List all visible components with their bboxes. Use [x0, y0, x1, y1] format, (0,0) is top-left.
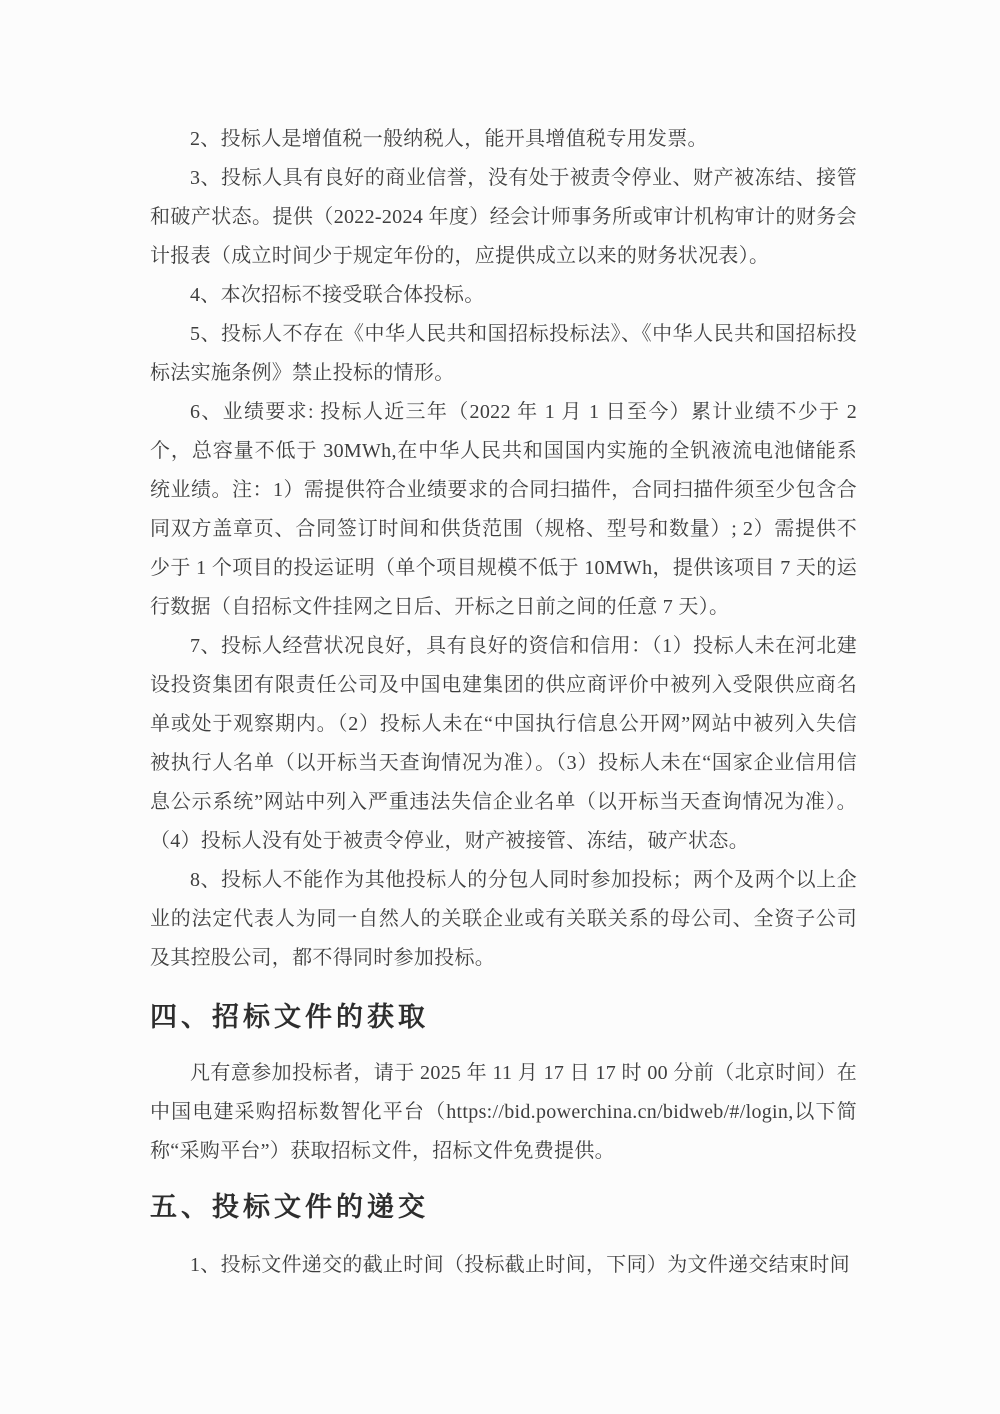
paragraph-clause-5: 5、投标人不存在《中华人民共和国招标投标法》、《中华人民共和国招标投标法实施条例》禁止投标的情形。	[150, 323, 857, 384]
section-heading-5-bid-submission: 五、投标文件的递交	[150, 1192, 429, 1222]
paragraph-bid-document-access: 凡有意参加投标者，请于 2025 年 11 月 17 日 17 时 00 分前（北京时间）在中国电建采购招标数智化平台（https://bid.powerchina.cn/bidweb/#/login,以下简称“采购平台”）获取招标文件，招标文件免费提供。	[150, 1062, 857, 1162]
document-content	[150, 120, 857, 1285]
paragraph-clause-6-performance-requirements: 6、业绩要求: 投标人近三年（2022 年 1 月 1 日至今）累计业绩不少于 2 个，总容量不低于 30MWh,在中华人民共和国国内实施的全钒液流电池储能系统业绩。注：1）需提供符合业绩要求的合同扫描件，合同扫描件须至少包含合同双方盖章页、合同签订时间和供货范围（规格、型号和数量）; 2）需提供不少于 1 个项目的投运证明（单个项目规模不低于 10MWh，提供该项目 7 天的运行数据（自招标文件挂网之日后、开标之日前之间的任意 7 天）。	[150, 401, 857, 618]
section-heading-4-obtaining-bid-documents: 四、招标文件的获取	[150, 1002, 429, 1032]
paragraph-submission-deadline: 1、投标文件递交的截止时间（投标截止时间，下同）为文件递交结束时间	[190, 1254, 850, 1276]
paragraph-clause-8: 8、投标人不能作为其他投标人的分包人同时参加投标；两个及两个以上企业的法定代表人为同一自然人的关联企业或有关联关系的母公司、全资子公司及其控股公司，都不得同时参加投标。	[150, 869, 857, 969]
paragraph-clause-7-credit-standing: 7、投标人经营状况良好，具有良好的资信和信用：（1）投标人未在河北建设投资集团有限责任公司及中国电建集团的供应商评价中被列入受限供应商名单或处于观察期内。（2）投标人未在“中国执行信息公开网”网站中被列入失信被执行人名单（以开标当天查询情况为准）。（3）投标人未在“国家企业信用信息公示系统”网站中列入严重违法失信企业名单（以开标当天查询情况为准）。（4）投标人没有处于被责令停业，财产被接管、冻结，破产状态。	[150, 635, 857, 852]
paragraph-clause-3: 3、投标人具有良好的商业信誉，没有处于被责令停业、财产被冻结、接管和破产状态。提供（2022-2024 年度）经会计师事务所或审计机构审计的财务会计报表（成立时间少于规定年份的，应提供成立以来的财务状况表）。	[150, 167, 857, 267]
paragraph-clause-2: 2、投标人是增值税一般纳税人，能开具增值税专用发票。	[190, 128, 708, 150]
paragraph-clause-4: 4、本次招标不接受联合体投标。	[190, 284, 485, 306]
